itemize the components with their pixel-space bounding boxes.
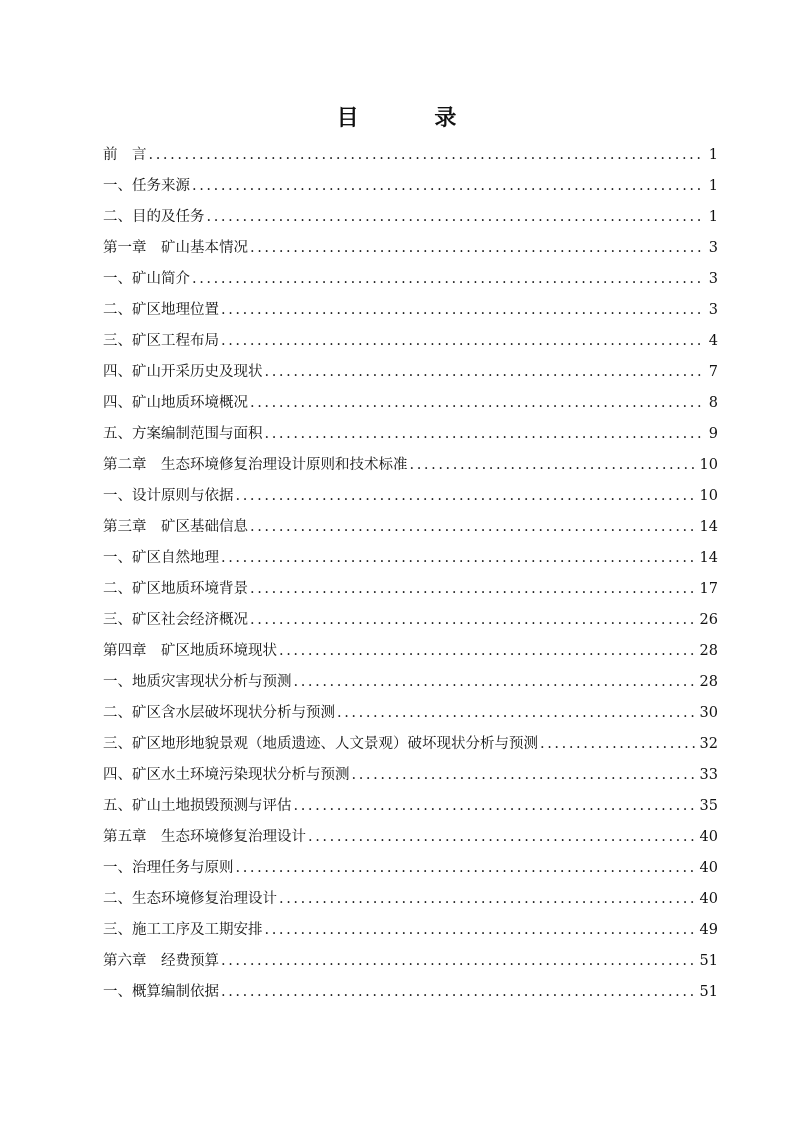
toc-leader-dots	[221, 326, 702, 357]
toc-entry-label: 五、矿山土地损毁预测与评估	[103, 798, 292, 814]
toc-entry[interactable]	[103, 264, 718, 295]
toc-entry-page-number: 26	[699, 612, 718, 628]
toc-leader-dots	[221, 295, 702, 326]
toc-leader-dots	[149, 140, 703, 171]
toc-entry-label: 四、矿山开采历史及现状	[103, 364, 263, 380]
toc-entry-page-number: 14	[699, 519, 718, 535]
toc-entry[interactable]	[103, 512, 718, 543]
toc-entry-label: 三、矿区地形地貌景观（地质遗迹、人文景观）破坏现状分析与预测	[103, 736, 538, 752]
toc-entry[interactable]	[103, 946, 718, 977]
toc-entry-label: 二、矿区地质环境背景	[103, 581, 248, 597]
toc-entry-label: 四、矿区水土环境污染现状分析与预测	[103, 767, 350, 783]
toc-leader-dots	[236, 481, 698, 512]
toc-entry[interactable]	[103, 233, 718, 264]
page-title: 目 录	[336, 105, 491, 131]
toc-entry[interactable]	[103, 791, 718, 822]
toc-entry-label: 第三章 矿区基础信息	[103, 519, 248, 535]
toc-leader-dots	[250, 512, 698, 543]
table-of-contents	[103, 140, 718, 1008]
toc-entry-label: 五、方案编制范围与面积	[103, 426, 263, 442]
toc-entry-label: 一、地质灾害现状分析与预测	[103, 674, 292, 690]
toc-leader-dots	[265, 419, 703, 450]
toc-entry-label: 前 言	[103, 147, 147, 163]
toc-entry-page-number: 40	[699, 829, 718, 845]
toc-entry[interactable]	[103, 450, 718, 481]
toc-entry[interactable]	[103, 760, 718, 791]
toc-leader-dots	[279, 884, 698, 915]
toc-leader-dots	[221, 543, 698, 574]
toc-entry-page-number: 51	[699, 953, 718, 969]
toc-entry[interactable]	[103, 853, 718, 884]
toc-leader-dots	[265, 357, 703, 388]
toc-entry[interactable]	[103, 915, 718, 946]
toc-entry-page-number: 33	[699, 767, 718, 783]
toc-leader-dots	[250, 388, 702, 419]
toc-entry-label: 三、矿区社会经济概况	[103, 612, 248, 628]
toc-entry-label: 一、设计原则与依据	[103, 488, 234, 504]
toc-leader-dots	[250, 233, 702, 264]
toc-entry-label: 第六章 经费预算	[103, 953, 219, 969]
toc-leader-dots	[294, 667, 698, 698]
toc-entry-page-number: 1	[708, 147, 718, 163]
toc-entry[interactable]	[103, 543, 718, 574]
toc-entry-page-number: 32	[699, 736, 718, 752]
toc-leader-dots	[308, 822, 698, 853]
toc-entry-page-number: 4	[708, 333, 718, 349]
toc-entry[interactable]	[103, 636, 718, 667]
toc-entry-page-number: 9	[708, 426, 718, 442]
toc-entry[interactable]	[103, 977, 718, 1008]
toc-entry[interactable]	[103, 481, 718, 512]
toc-entry-page-number: 35	[699, 798, 718, 814]
toc-leader-dots	[192, 171, 702, 202]
toc-entry[interactable]	[103, 326, 718, 357]
toc-entry-page-number: 30	[699, 705, 718, 721]
toc-entry[interactable]	[103, 140, 718, 171]
toc-leader-dots	[221, 977, 698, 1008]
toc-entry-label: 二、生态环境修复治理设计	[103, 891, 277, 907]
toc-entry-label: 二、目的及任务	[103, 209, 205, 225]
toc-entry-page-number: 3	[708, 271, 718, 287]
toc-entry[interactable]	[103, 357, 718, 388]
toc-entry-label: 一、矿山简介	[103, 271, 190, 287]
toc-entry[interactable]	[103, 574, 718, 605]
toc-leader-dots	[250, 574, 698, 605]
toc-entry[interactable]	[103, 822, 718, 853]
toc-entry-label: 第二章 生态环境修复治理设计原则和技术标准	[103, 457, 408, 473]
toc-entry-page-number: 40	[699, 891, 718, 907]
toc-leader-dots	[236, 853, 698, 884]
toc-entry[interactable]	[103, 605, 718, 636]
toc-entry-page-number: 8	[708, 395, 718, 411]
toc-leader-dots	[337, 698, 698, 729]
toc-entry-page-number: 14	[699, 550, 718, 566]
toc-entry[interactable]	[103, 295, 718, 326]
toc-leader-dots	[294, 791, 698, 822]
toc-entry-label: 四、矿山地质环境概况	[103, 395, 248, 411]
toc-entry-label: 第四章 矿区地质环境现状	[103, 643, 277, 659]
toc-entry-label: 一、矿区自然地理	[103, 550, 219, 566]
toc-entry[interactable]	[103, 419, 718, 450]
toc-entry-label: 三、施工工序及工期安排	[103, 922, 263, 938]
toc-leader-dots	[279, 636, 698, 667]
toc-entry-label: 一、任务来源	[103, 178, 190, 194]
toc-entry-label: 二、矿区地理位置	[103, 302, 219, 318]
toc-entry-page-number: 28	[699, 674, 718, 690]
toc-entry-label: 第一章 矿山基本情况	[103, 240, 248, 256]
toc-entry[interactable]	[103, 729, 718, 760]
toc-entry-page-number: 40	[699, 860, 718, 876]
toc-entry-label: 一、治理任务与原则	[103, 860, 234, 876]
toc-entry-page-number: 1	[708, 209, 718, 225]
toc-leader-dots	[540, 729, 698, 760]
toc-leader-dots	[207, 202, 703, 233]
toc-entry-label: 第五章 生态环境修复治理设计	[103, 829, 306, 845]
toc-leader-dots	[192, 264, 702, 295]
toc-entry-page-number: 1	[708, 178, 718, 194]
toc-entry-page-number: 3	[708, 302, 718, 318]
toc-leader-dots	[221, 946, 698, 977]
toc-entry[interactable]	[103, 171, 718, 202]
toc-leader-dots	[352, 760, 698, 791]
toc-entry[interactable]	[103, 202, 718, 233]
toc-entry-page-number: 10	[699, 488, 718, 504]
toc-entry-page-number: 49	[699, 922, 718, 938]
toc-entry-label: 三、矿区工程布局	[103, 333, 219, 349]
toc-entry-page-number: 10	[699, 457, 718, 473]
toc-entry-label: 二、矿区含水层破坏现状分析与预测	[103, 705, 335, 721]
toc-leader-dots	[250, 605, 698, 636]
toc-entry[interactable]	[103, 698, 718, 729]
toc-entry[interactable]	[103, 388, 718, 419]
toc-entry[interactable]	[103, 884, 718, 915]
toc-entry-page-number: 51	[699, 984, 718, 1000]
toc-entry-page-number: 7	[708, 364, 718, 380]
toc-entry-page-number: 28	[699, 643, 718, 659]
toc-entry-label: 一、概算编制依据	[103, 984, 219, 1000]
toc-leader-dots	[265, 915, 698, 946]
toc-entry[interactable]	[103, 667, 718, 698]
toc-entry-page-number: 3	[708, 240, 718, 256]
toc-entry-page-number: 17	[699, 581, 718, 597]
toc-leader-dots	[410, 450, 698, 481]
